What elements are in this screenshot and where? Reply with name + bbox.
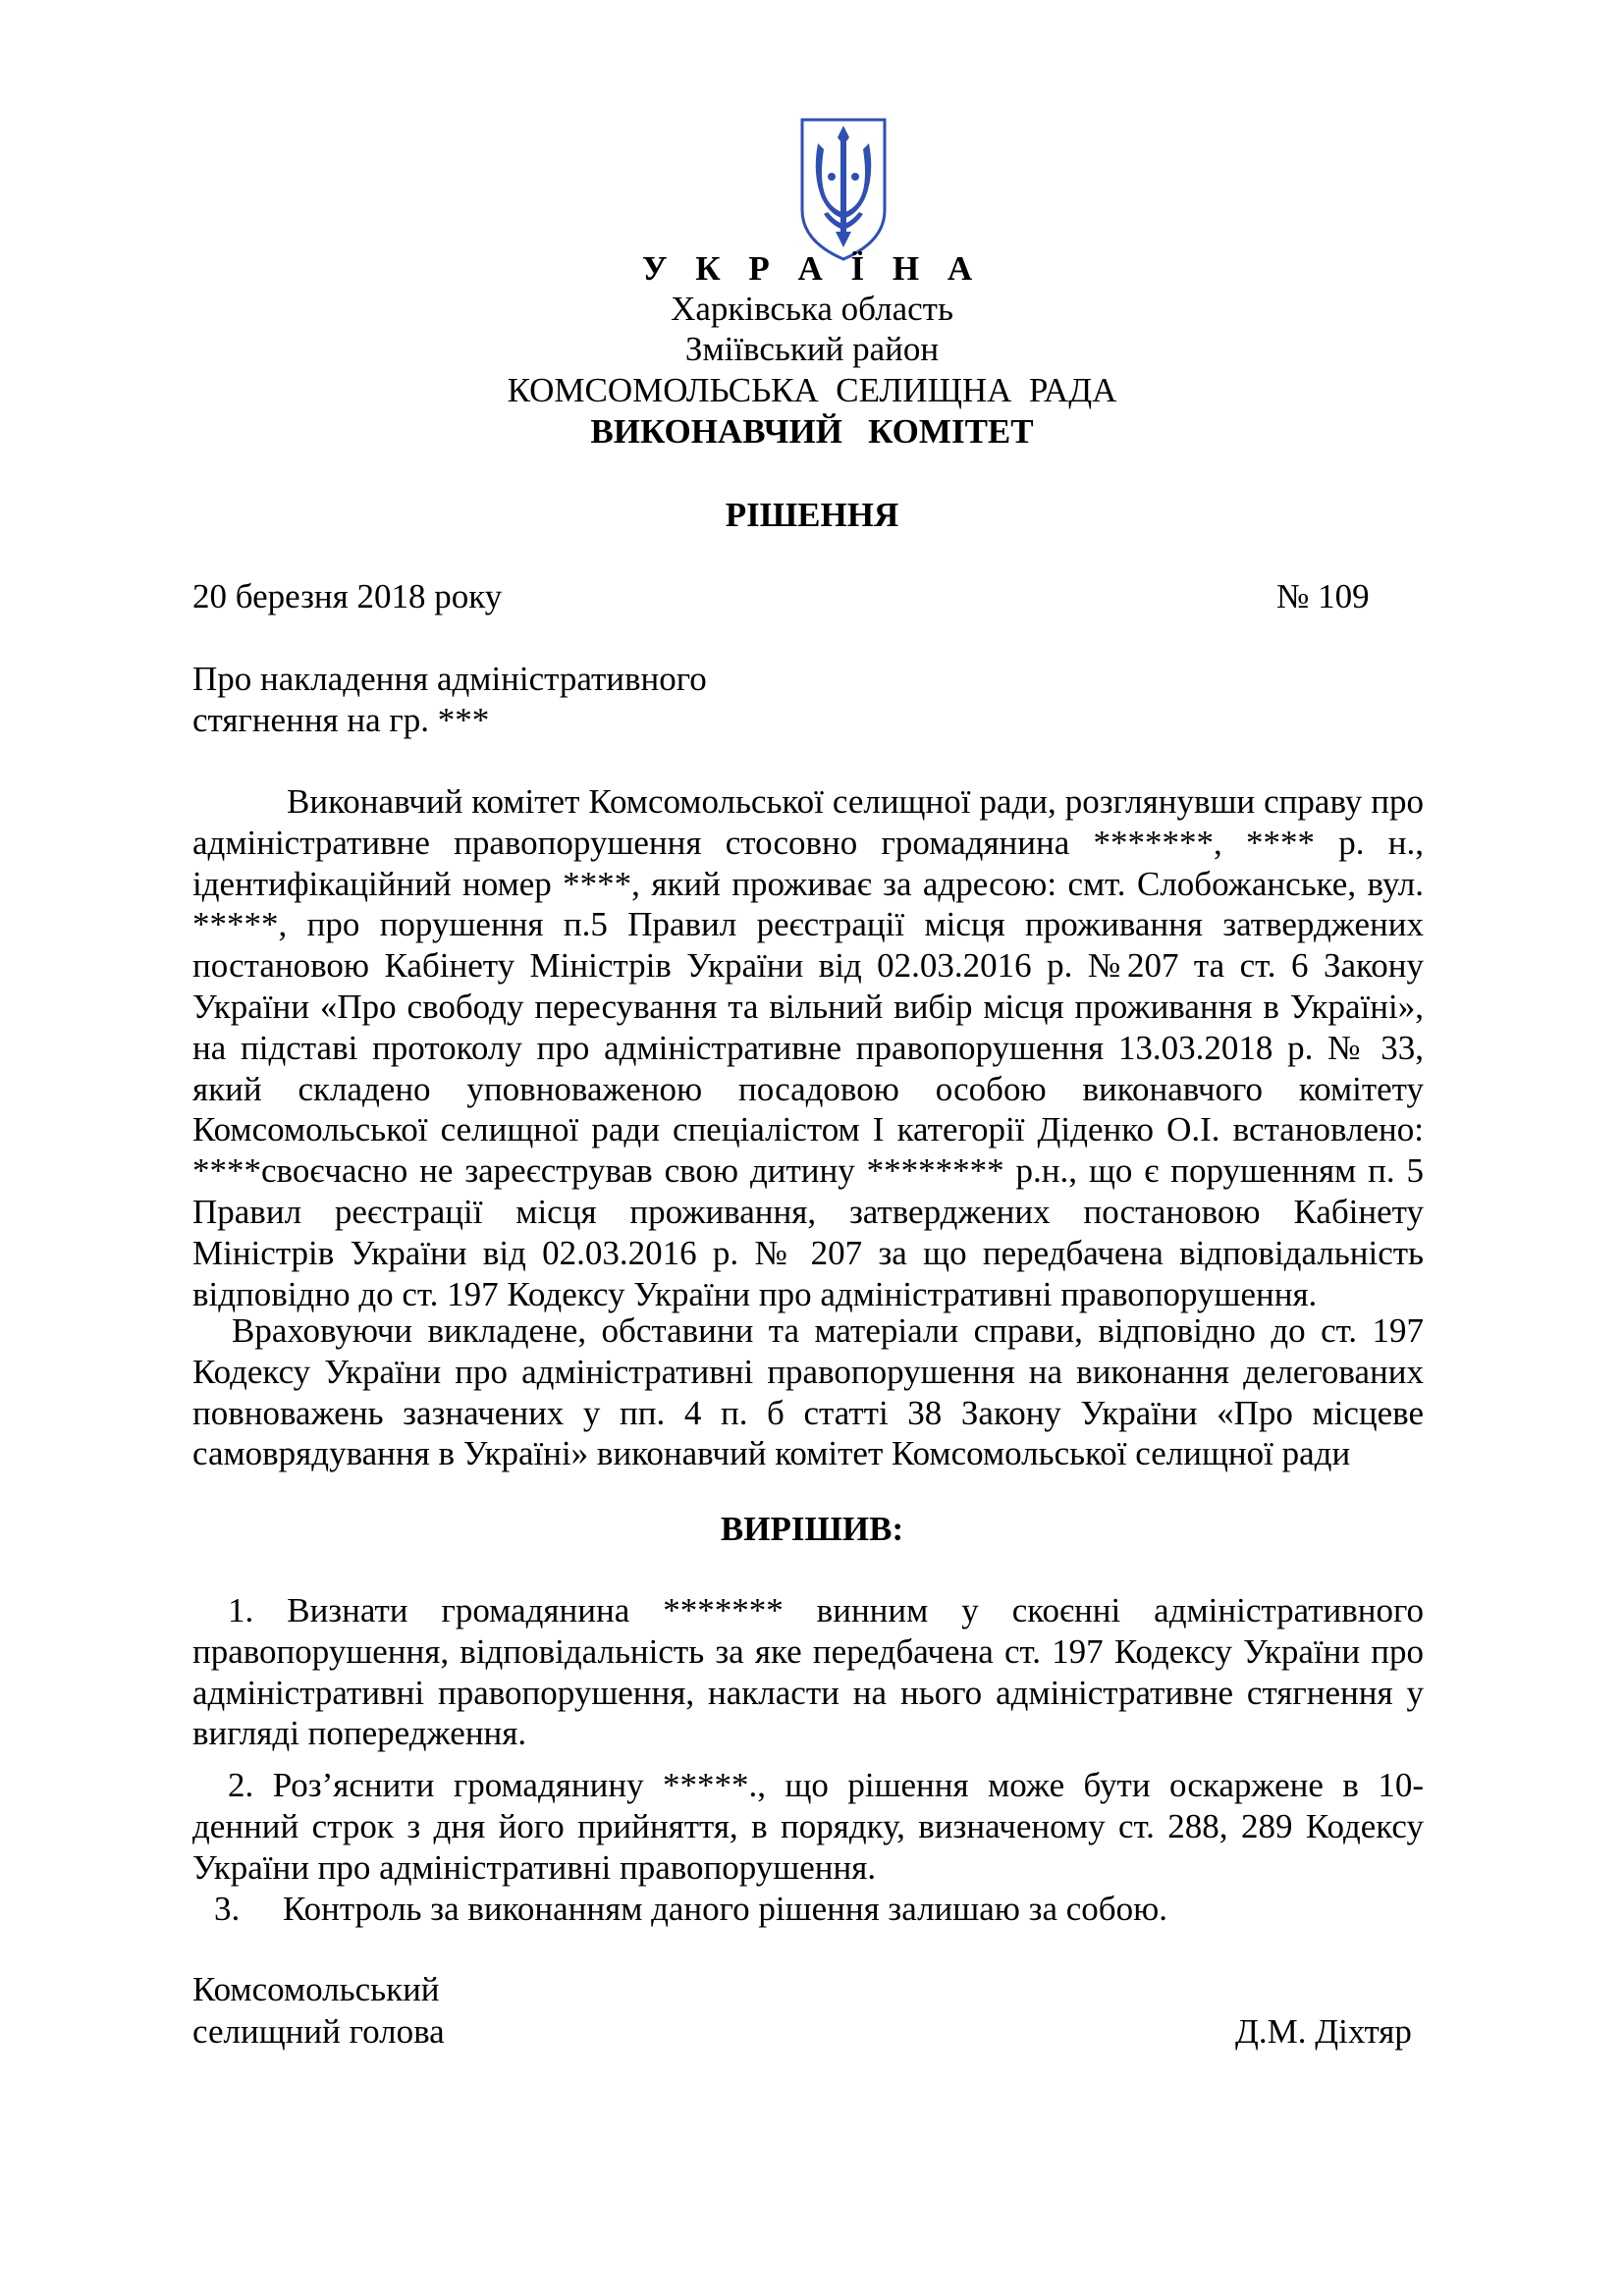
decision-number: № 109: [1276, 577, 1370, 615]
signatory-name: Д.М. Діхтяр: [1235, 2012, 1412, 2051]
signature-title-line-1: Комсомольський: [192, 1970, 440, 2008]
document-type-title: РІШЕННЯ: [725, 496, 899, 534]
decision-item-3: 3. Контроль за виконанням даного рішення залишаю за собою.: [214, 1890, 1168, 1928]
body-paragraph-2: Враховуючи викладене, обставини та матеріали справи, відповідно до ст. 197 Кодексу України про адміністративні правопорушення на виконання делегованих повноважень зазначених у пп. 4 п. б статті 38 Закону України «Про місцеве самоврядування в Україні» виконавчий комітет Комсомольської селищної ради: [192, 1311, 1424, 1473]
decision-date: 20 березня 2018 року: [192, 577, 503, 615]
council-name: КОМСОМОЛЬСЬКА СЕЛИЩНА РАДА: [507, 371, 1117, 409]
subject-line-2: стягнення на гр. ***: [192, 701, 490, 739]
committee-name: ВИКОНАВЧИЙ КОМІТЕТ: [590, 412, 1034, 451]
decision-heading: ВИРІШИВ:: [720, 1510, 904, 1548]
signature-title-line-2: селищний голова: [192, 2012, 445, 2051]
region-name: Харківська область: [671, 290, 953, 328]
subject-line-1: Про накладення адміністративного: [192, 660, 707, 698]
body-paragraph-1: Виконавчий комітет Комсомольської селищної ради, розглянувши справу про адміністративне правопорушення стосовно громадянина *******, **** р. н., ідентифікаційний номер ****, який проживає за адресою: смт. Слобожанське, вул. *****, про порушення п.5 Правил реєстрації місця проживання затверджених постановою Кабінету Міністрів України від 02.03.2016 р. №207 та ст. 6 Закону України «Про свободу пересування та вільний вибір місця проживання в Україні», на підставі протоколу про адміністративне правопорушення 13.03.2018 р. № 33, який складено уповноваженою посадовою особою виконавчого комітету Комсомольської селищної ради спеціалістом І категорії Діденко О.І. встановлено: ****своєчасно не зареєстрував свою дитину ******** р.н., що є порушенням п. 5 Правил реєстрації місця проживання, затверджених постановою Кабінету Міністрів України від 02.03.2016 р. № 207 за що передбачена відповідальність відповідно до ст. 197 Кодексу України про адміністративні правопорушення.: [192, 782, 1424, 1313]
decision-item-1: 1. Визнати громадянина ******* винним у скоєнні адміністративного правопорушення, відповідальність за яке передбачена ст. 197 Кодексу України про адміністративні правопорушення, накласти на нього адміністративне стягнення у вигляді попередження.: [192, 1591, 1424, 1753]
decision-item-2: 2. Роз’яснити громадянину *****., що рішення може бути оскаржене в 10-денний строк з дня його прийняття, в порядку, визначеному ст. 288, 289 Кодексу України про адміністративні правопорушення.: [192, 1766, 1424, 1887]
district-name: Зміївський район: [684, 330, 940, 368]
coat-of-arms-icon: [798, 116, 889, 263]
country-title: У К Р А Ї Н А: [641, 249, 983, 288]
